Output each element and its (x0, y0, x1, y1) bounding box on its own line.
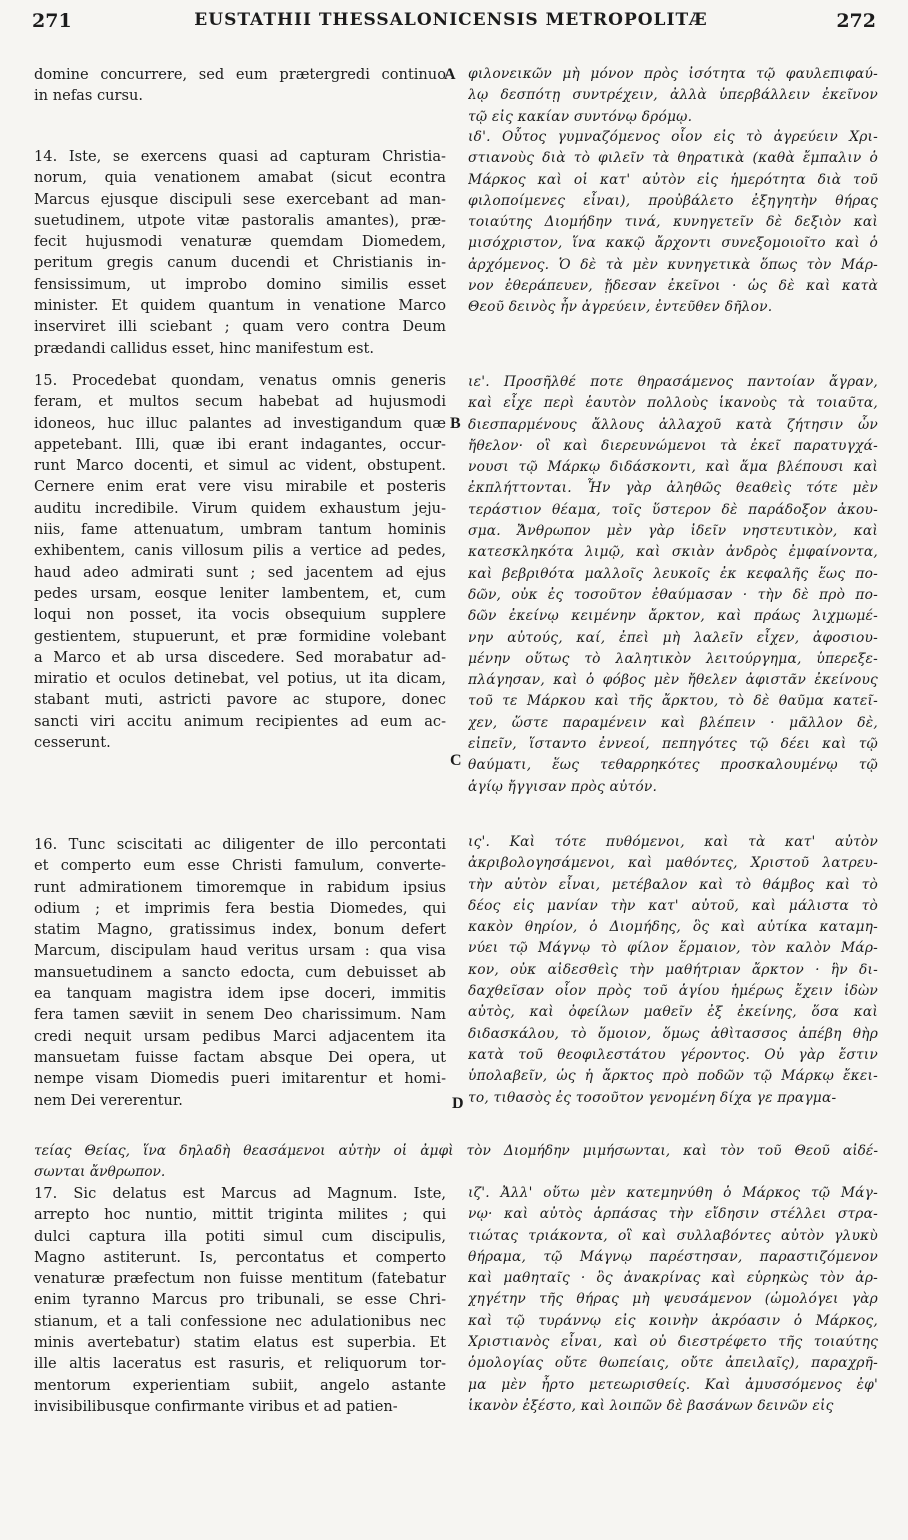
text-line: mansuetam fuisse factam absque Dei opera, ut (34, 1048, 446, 1066)
text-line: credi nequit ursam pedibus Marci adjacentem ita (34, 1027, 446, 1045)
page-number-left: 271 (32, 10, 72, 32)
text-line: ιζ'. Ἀλλ' οὕτω μὲν κατεμηνύθη ὁ Μάρκος τῷ Μάγ- (468, 1185, 878, 1201)
text-line: fera tamen sæviit in senem Deo charissimum. Nam (34, 1006, 446, 1024)
text-line: ὑπολαβεῖν, ὡς ἡ ἄρκτος πρὸ ποδῶν τῷ Μάρκῳ ἔκει- (468, 1068, 878, 1085)
text-line: stabant muti, astricti pavore ac stupore, donec (34, 691, 446, 709)
text-line: Cernere enim erat vere visu mirabile et posteris (34, 478, 446, 496)
text-line: διεσπαρμένους ἄλλους ἀλλαχοῦ κατὰ ζήτησιν ὧν (468, 416, 878, 433)
text-line: minister. Et quidem quantum in venatione Marco (34, 297, 446, 315)
text-line: σωνται ἄνθρωπον. (34, 1164, 166, 1181)
text-line: καὶ βεβριθότα μαλλοῖς λευκοῖς ἐκ κεφαλῆς ἕως πο- (468, 565, 878, 582)
text-line: καὶ εἶχε περὶ ἑαυτὸν πολλοὺς ἱκανοὺς τὰ τοιαῦτα, (468, 395, 878, 412)
text-line: 17. Sic delatus est Marcus ad Magnum. Iste, (34, 1185, 446, 1202)
text-line: pedes ursam, eosque leniter lambentem, et, cum (34, 584, 446, 602)
text-line: runt admirationem timoremque in rabidum ipsius (34, 878, 446, 896)
text-line: appetebant. Illi, quæ ibi erant indagantes, occur- (34, 435, 446, 453)
section-marker-d: D (452, 1095, 464, 1112)
text-line: fecit hujusmodi venaturæ quemdam Diomedem, (34, 233, 446, 251)
text-line: τοιαύτης Διομήδην τινά, κυνηγετεῖν δὲ δεξιὸν καὶ (468, 214, 878, 231)
text-line: ἤθελον· οἳ καὶ διερευνώμενοι τὰ ἐκεῖ παρατυγχά- (468, 437, 878, 454)
greek-paragraph-15 (468, 372, 878, 798)
text-line: exhibentem, canis villosum pilis a vertice ad pedes, (34, 542, 446, 560)
text-line: norum, quia venationem amabat (sicut econtra (34, 169, 446, 187)
section-marker-a: A (444, 66, 456, 83)
text-line: runt Marco docenti, et simul ac vident, obstupent. (34, 457, 446, 475)
text-line: τῷ εἰς κακίαν συντόνῳ δρόμῳ. (468, 108, 693, 125)
text-line: νον ἐθεράπευεν, ᾔδεσαν ἐκεῖνοι · ὡς δὲ καὶ κατὰ (468, 278, 878, 295)
text-line: κον, οὐκ αἰδεσθεὶς τὴν μαθήτριαν ἄρκτον · ἣν δι- (468, 961, 878, 978)
text-line: nempe visam Diomedis pueri imitarentur et homi- (34, 1070, 446, 1088)
text-line: νῳ· καὶ αὐτὸς ἁρπάσας τὴν εἴδησιν στέλλει στρα- (468, 1206, 878, 1223)
latin-paragraph-17 (34, 1183, 446, 1417)
text-line: ἱκανὸν ἐξέστο, καὶ λοιπῶν δὲ βασάνων δεινῶν εἰς (468, 1397, 834, 1414)
text-line: ἀκριβολογησάμενοι, καὶ μαθόντες, Χριστοῦ λατρευ- (468, 855, 878, 872)
text-line: nem Dei vererentur. (34, 1091, 183, 1109)
text-line: loqui non posset, ita vocis obsequium supplere (34, 606, 446, 624)
text-line: ἀρχόμενος. Ὁ δὲ τὰ μὲν κυνηγετικὰ ὅπως τὸν Μάρ- (468, 256, 878, 273)
text-line: et comperto eum esse Christi famulum, converte- (34, 857, 446, 875)
text-line: auditu incredibile. Virum quidem exhaustum jeju- (34, 499, 446, 517)
text-line: feram, et multos secum habebat ad hujusmodi (34, 393, 446, 411)
text-line: cesserunt. (34, 734, 111, 752)
text-line: ἐκπλήττονται. Ἦν γὰρ ἀληθῶς θεαθεὶς τότε μὲν (468, 480, 878, 497)
text-line: fensissimum, ut improbo domino similis esset (34, 275, 446, 293)
text-line: statim Magno, gratissimus index, bonum defert (34, 921, 446, 939)
greek-paragraph-16 (468, 832, 878, 1109)
section-marker-c: C (450, 752, 462, 769)
text-line: κατεσκληκότα λιμῷ, καὶ σκιὰν ἀνδρὸς ἐμφαίνοντα, (468, 544, 878, 561)
section-marker-b: B (450, 415, 461, 432)
text-line: τιώτας τριάκοντα, οἳ καὶ συλλαβόντες αὐτὸν γλυκὺ (468, 1227, 878, 1244)
text-line: 14. Iste, se exercens quasi ad capturam Christia- (34, 148, 446, 165)
text-line: ιδ'. Οὗτος γυμναζόμενος οἷον εἰς τὸ ἀγρεύειν Χρι- (468, 129, 878, 145)
text-line: 15. Procedebat quondam, venatus omnis generis (34, 372, 446, 389)
text-line: Magno astiterunt. Is, percontatus et comperto (34, 1248, 446, 1266)
text-line: μισόχριστον, ἵνα κακῷ ἄρχοντι συνεξομοιοῖτο καὶ ὁ (468, 235, 878, 252)
text-line: δαχθεῖσαν οἷον πρὸς τοῦ ἁγίου ἡμέρως ἔχειν ἰδὼν (468, 983, 878, 1000)
text-line: χεν, ὥστε παραμένειν καὶ βλέπειν · μᾶλλον δὲ, (468, 714, 878, 731)
text-line: τὴν αὐτὸν εἶναι, μετέβαλον καὶ τὸ θάμβος καὶ τὸ (468, 876, 878, 893)
latin-intro (34, 64, 446, 107)
text-line: arrepto hoc nuntio, mittit triginta milites ; qui (34, 1206, 446, 1224)
text-line: ις'. Καὶ τότε πυθόμενοι, καὶ τὰ κατ' αὐτὸν (468, 834, 878, 850)
running-title: EUSTATHII THESSALONICENSIS METROPOLITÆ (194, 10, 708, 30)
text-line: τοῦ τε Μάρκου καὶ τῆς ἄρκτου, τὸ δὲ θαῦμα κατεῖ- (468, 693, 878, 710)
text-line: dulci captura illa potiti simul cum discipulis, (34, 1227, 446, 1245)
text-line: κατὰ τοῦ θεοφιλεστάτου γέροντος. Οὐ γὰρ ἔστιν (468, 1046, 878, 1063)
text-line: ille altis laceratus est rasuris, et reliquorum tor- (34, 1355, 446, 1373)
text-line: αὐτὸς, καὶ ὀφείλων μαθεῖν ἐξ ἐκείνης, ὅσα καὶ (468, 1004, 878, 1021)
text-line: φιλοποίμενες εἶναι), προὐβάλετο ἐξηγητὴν θήρας (468, 192, 878, 209)
text-line: στιανοὺς διὰ τὸ φιλεῖν τὰ θηρατικὰ (καθὰ ἔμπαλιν ὁ (468, 150, 878, 167)
page-header (26, 6, 876, 36)
greek-paragraph-17 (468, 1183, 878, 1417)
greek-intro (468, 64, 878, 128)
text-line: sancti viri accitu animum recipientes ad eum ac- (34, 712, 446, 730)
text-line: inserviret illi sciebant ; quam vero contra Deum (34, 318, 446, 336)
text-line: Θεοῦ δεινὸς ἦν ἀγρεύειν, ἐντεῦθεν δῆλον. (468, 299, 773, 316)
text-line: in nefas cursu. (34, 87, 144, 105)
text-line: a Marco et ab ursa discedere. Sed morabatur ad- (34, 648, 446, 666)
text-line: διδασκάλου, τὸ ὅμοιον, ὅμως ἀθὶτασσος ἀπέβη θὴρ (468, 1025, 878, 1042)
text-line: νην αὐτούς, καί, ἐπεὶ μὴ λαλεῖν εἶχεν, ἀφοσιου- (468, 629, 878, 646)
text-line: κακὸν θηρίον, ὁ Διομήδης, ὃς καὶ αὐτίκα καταμη- (468, 919, 878, 936)
text-line: Χριστιανὸς εἶναι, καὶ οὐ διεστρέφετο τῆς τοιαύτης (468, 1334, 878, 1351)
text-line: venaturæ præfectum non fuisse mentitum (fatebatur (34, 1270, 446, 1288)
text-line: niis, fame attenuatum, umbram tantum hominis (34, 521, 446, 539)
greek-paragraph-14 (468, 127, 878, 319)
text-line: enim tyranno Marcus pro tribunali, se esse Chri- (34, 1291, 446, 1309)
text-line: miratio et oculos detinebat, vel potius, ut ita dicam, (34, 670, 446, 688)
text-line: δέος εἰς μανίαν τὴν κατ' αὐτοῦ, καὶ μάλιστα τὸ (468, 897, 878, 914)
text-line: θαύματι, ἕως τεθαρρηκότες προσκαλουμένῳ τῷ (468, 757, 878, 774)
text-line: χηγέτην τῆς θήρας μὴ ψευσάμενον (ὡμολόγει γὰρ (468, 1291, 878, 1308)
latin-paragraph-15 (34, 370, 446, 753)
text-line: σμα. Ἄνθρωπον μὲν γὰρ ἰδεῖν νηστευτικὸν, καὶ (468, 523, 878, 540)
text-line: 16. Tunc sciscitati ac diligenter de illo percontati (34, 836, 446, 853)
text-line: Marcum, discipulam haud veritus ursam : qua visa (34, 942, 446, 960)
text-line: gestientem, stupuerunt, et præ formidine volebant (34, 627, 446, 645)
text-line: mentorum experientiam subiit, angelo astante (34, 1376, 446, 1394)
text-line: πλάγησαν, καὶ ὁ φόβος μὲν ἤθελεν ἀφιστᾶν ἐκείνους (468, 672, 878, 689)
text-line: Marcus ejusque discipuli sese exercebant ad man- (34, 190, 446, 208)
text-line: mansuetudinem a sancto edocta, cum debuisset ab (34, 963, 446, 981)
text-line: τεράστιον θέαμα, τοῖς ὕστερον δὲ παράδοξον ἀκου- (468, 501, 878, 518)
text-line: ιε'. Προσῆλθέ ποτε θηρασάμενος παντοίαν ἄγραν, (468, 374, 878, 390)
text-line: θήραμα, τῷ Μάγνῳ παρέστησαν, παραστιζόμενον (468, 1248, 878, 1265)
text-line: καὶ μαθηταῖς · ὃς ἀνακρίνας καὶ εὑρηκὼς τὸν ἀρ- (468, 1270, 878, 1287)
text-line: ea tanquam magistra idem ipse doceri, immitis (34, 985, 446, 1003)
text-line: νύει τῷ Μάγνῳ τὸ φίλον ἕρμαιον, τὸν καλὸν Μάρ- (468, 940, 878, 957)
text-line: μένην οὕτως τὸ λαλητικὸν λειτούργημα, ὑπερεξε- (468, 650, 878, 667)
text-line: δῶν, οὐκ ἐς τοσοῦτον ἐθαύμασαν · τὴν δὲ πρὸ πο- (468, 586, 878, 603)
text-line: odium ; et imprimis fera bestia Diomedes, qui (34, 899, 446, 917)
text-line: εἰπεῖν, ἵσταντο ἐννεοί, πεπηγότες τῷ δέει καὶ τῷ (468, 736, 878, 753)
text-line: τείας Θείας, ἵνα δηλαδὴ θεασάμενοι αὐτὴν οἱ ἀμφὶ τὸν Διομήδην μιμήσωνται, καὶ τὸν τοῦ Θεοῦ αἰδέ- (34, 1143, 878, 1159)
text-line: suetudinem, utpote vitæ pastoralis amantes), præ- (34, 211, 446, 229)
text-line: Μάρκος καὶ οἱ κατ' αὐτὸν εἰς ἡμερότητα διὰ τοῦ (468, 171, 878, 188)
latin-paragraph-14 (34, 146, 446, 359)
text-line: μα μὲν ἦρτο μετεωρισθείς. Καὶ ἀμυσσόμενος ἐφ' (468, 1376, 878, 1393)
page-number-right: 272 (836, 10, 876, 32)
text-line: καὶ τῷ τυράννῳ εἰς κοινὴν ἀκρόασιν ὁ Μάρκος, (468, 1312, 878, 1329)
text-line: λῳ δεσπότῃ συντρέχειν, ἀλλὰ ὑπερβάλλειν ἐκεῖνον (468, 87, 878, 104)
text-line: ὁμολογίας οὔτε θωπείαις, οὔτε ἀπειλαῖς), παραχρῆ- (468, 1355, 878, 1372)
text-line: φιλονεικῶν μὴ μόνον πρὸς ἰσότητα τῷ φαυλεπιφαύ- (468, 66, 878, 82)
text-line: invisibilibusque confirmante viribus et ad patien- (34, 1397, 398, 1415)
text-line: prædandi callidus esset, hinc manifestum est. (34, 339, 375, 357)
text-line: δῶν ἐκείνῳ κειμένην ἄρκτον, καὶ πράως λιχμωμέ- (468, 608, 878, 625)
text-line: stianum, et a tali confessione nec adulationibus nec (34, 1312, 446, 1330)
text-line: ἁγίῳ ἤγγισαν πρὸς αὐτόν. (468, 778, 658, 795)
latin-paragraph-16 (34, 834, 446, 1111)
text-line: νουσι τῷ Μάρκῳ διδάσκοντι, καὶ ἅμα βλέπουσι καὶ (468, 459, 878, 476)
text-line: peritum gregis canum ducendi et Christianis in- (34, 254, 446, 272)
greek-full-width-continuation (34, 1141, 878, 1184)
text-line: το, τιθασὸς ἐς τοσοῦτον γενομένη δίχα γε πραγμα- (468, 1089, 837, 1106)
text-line: haud adeo admirati sunt ; sed jacentem ad ejus (34, 563, 446, 581)
text-line: domine concurrere, sed eum prætergredi continuo (34, 66, 446, 83)
text-line: idoneos, huc illuc palantes ad investigandum quæ (34, 414, 446, 432)
text-line: minis avertebatur) statim elatus est superbia. Et (34, 1334, 446, 1352)
